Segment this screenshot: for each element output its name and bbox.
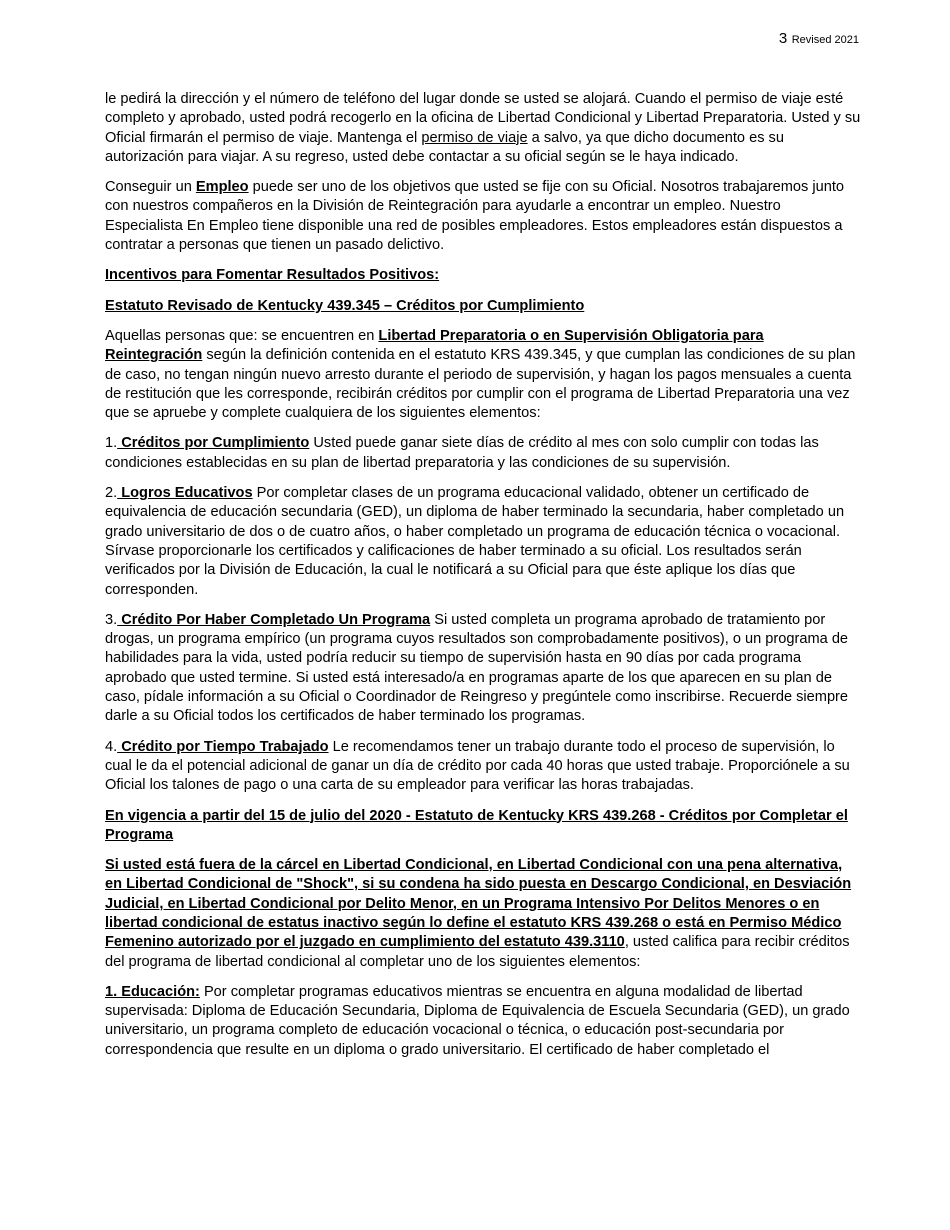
travel-permit-term: permiso de viaje	[421, 129, 528, 146]
revision-label: Revised 2021	[791, 34, 859, 46]
list-item-program-completion: 3. Crédito Por Haber Completado Un Programa Si usted completa un programa aprobado de tratamiento por drogas, un programa empírico (un programa cuyos resultados son comprobadamente positivos), o un programa de habilidades para la vida, usted podría reducir su tiempo de supervisión hasta en 90 días por cada programa aprobado que usted termine. Si usted está interesado/a en programas aparte de los que aparecen en su plan de caso, pídale información a su Oficial o Coordinador de Reingreso y pregúntele como inscribirse. Recuerde siempre darle a su Oficial todos los certificados de haber terminado los programas.	[105, 611, 849, 725]
document-body	[105, 90, 862, 1071]
page-header	[779, 30, 859, 48]
paragraph-eligibility: Aquellas personas que: se encuentren en Libertad Preparatoria o en Supervisión Obligatoria para Reintegración según la definición contenida en el estatuto KRS 439.345, y que cumplan las condiciones de su plan de caso, no tengan ningún nuevo arresto durante el periodo de supervisión, y hagan los pagos mensuales a cuenta de restitución que les corresponde, recibirán créditos por cumplir con el programa de Libertad Preparatoria una vez que se apruebe y complete cualquiera de los siguientes elementos:	[105, 327, 856, 422]
heading-incentives: Incentivos para Fomentar Resultados Positivos:	[105, 267, 440, 284]
item-title: Créditos por Cumplimiento	[117, 435, 310, 452]
paragraph-employment: Conseguir un Empleo puede ser uno de los objetivos que usted se fije con su Oficial. Nosotros trabajaremos junto con nuestros compañeros en la División de Reintegración para ayudarle a encontrar un empleo. Nuestro Especialista En Empleo tiene disponible una red de posibles empleadores. Estos empleadores están dispuestos a contratar a personas que tienen un pasado delictivo.	[105, 179, 845, 254]
list-item-compliance-credit: 1. Créditos por Cumplimiento Usted puede ganar siete días de crédito al mes con solo cumplir con todas las condiciones establecidas en su plan de libertad preparatoria y las condiciones de su supervisión.	[105, 435, 819, 471]
probation-conditions: Si usted está fuera de la cárcel en Libertad Condicional, en Libertad Condicional con una pena alternativa, en Libertad Condicional de "Shock", si su condena ha sido puesta en Descargo Condicional, en Desviación Judicial, en Libertad Condicional por Delito Menor, en un Programa Intensivo Por Delitos Menores o en libertad condicional de estatus inactivo según lo define el estatuto KRS 439.268 o está en Permiso Médico Femenino autorizado por el juzgado en cumplimiento del estatuto 439.3110	[105, 857, 852, 951]
heading-krs-439268: En vigencia a partir del 15 de julio del 2020 - Estatuto de Kentucky KRS 439.268 - Créditos por Completar el Programa	[105, 807, 848, 843]
paragraph-probation-eligibility: Si usted está fuera de la cárcel en Libertad Condicional, en Libertad Condicional con una pena alternativa, en Libertad Condicional de "Shock", si su condena ha sido puesta en Descargo Condicional, en Desviación Judicial, en Libertad Condicional por Delito Menor, en un Programa Intensivo Por Delitos Menores o en libertad condicional de estatus inactivo según lo define el estatuto KRS 439.268 o está en Permiso Médico Femenino autorizado por el juzgado en cumplimiento del estatuto 439.3110, usted califica para recibir créditos del programa de libertad condicional al completar uno de los siguientes elementos:	[105, 857, 852, 970]
paragraph-education: 1. Educación: Por completar programas educativos mientras se encuentra en alguna modalidad de libertad supervisada: Diploma de Educación Secundaria, Diploma de Equivalencia de Escuela Secundaria (GED), un grado universitario, un programa completo de educación vocacional o técnica, o educación post-secundaria por correspondencia que resulte en un diploma o grado universitario. El certificado de haber completado el	[105, 983, 850, 1058]
heading-krs-439345: Estatuto Revisado de Kentucky 439.345 – Créditos por Cumplimiento	[105, 297, 585, 314]
item-title: Crédito por Tiempo Trabajado	[117, 738, 329, 755]
item-title: Logros Educativos	[117, 485, 253, 502]
employment-term: Empleo	[195, 179, 249, 196]
education-title: 1. Educación:	[105, 983, 200, 1000]
paragraph-travel-permit: le pedirá la dirección y el número de teléfono del lugar donde se usted se alojará. Cuando el permiso de viaje esté completo y aprobado, usted podrá recogerlo en la oficina de Libertad Condicional y Libertad Preparatoria. Usted y su Oficial firmarán el permiso de viaje. Mantenga el permiso de viaje a salvo, ya que dicho documento es su autorización para viajar. A su regreso, usted debe contactar a su oficial según se le haya indicado.	[105, 91, 861, 165]
list-item-educational-achievements: 2. Logros Educativos Por completar clases de un programa educacional validado, obtener un certificado de equivalencia de educación secundaria (GED), un diploma de haber terminado la secundaria, haber completado un grado universitario de dos o de cuatro años, o haber completado un programa de educación técnica o vocacional. Sírvase proporcionarle los certificados y calificaciones de haber terminado a su oficial. Los resultados serán verificados por la División de Educación, la cual le notificará a su Oficial para que éste aplique los días que corresponden.	[105, 485, 845, 598]
parole-term: Libertad Preparatoria o en Supervisión Obligatoria para Reintegración	[105, 327, 764, 364]
item-title: Crédito Por Haber Completado Un Programa	[117, 611, 431, 628]
page-number: 3	[778, 30, 788, 47]
list-item-time-worked: 4. Crédito por Tiempo Trabajado Le recomendamos tener un trabajo durante todo el proceso de supervisión, lo cual le da el potencial adicional de ganar un día de crédito por cada 40 horas que usted trabaje. Proporciónele a su Oficial los talones de pago o una carta de su empleador para verificar las horas trabajadas.	[105, 738, 850, 794]
